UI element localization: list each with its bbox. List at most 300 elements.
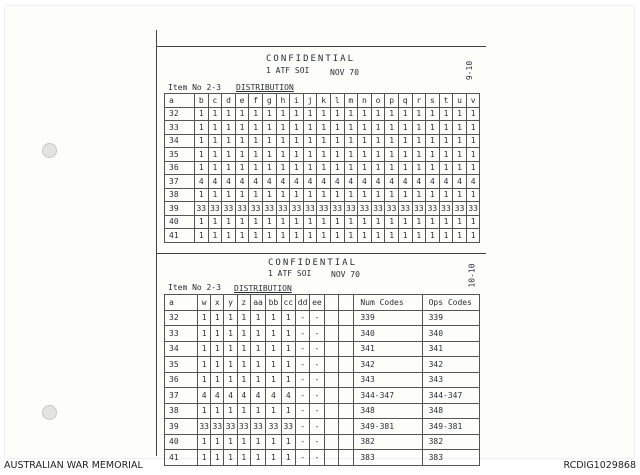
column-header: i <box>290 94 304 108</box>
table-row <box>165 215 480 229</box>
table-cell <box>338 450 353 466</box>
table-cell: 4 <box>330 175 344 189</box>
table-cell: 1 <box>371 107 385 121</box>
table-row <box>165 326 480 342</box>
table-cell: 1 <box>398 161 412 175</box>
column-header: bb <box>266 295 281 311</box>
table-cell: - <box>310 450 324 466</box>
table-cell: 1 <box>466 161 480 175</box>
table-cell: 1 <box>412 229 426 243</box>
table-cell: - <box>295 388 309 404</box>
table-cell: 1 <box>466 229 480 243</box>
table-cell: 1 <box>198 450 211 466</box>
table-cell: 382 <box>354 434 422 450</box>
table-cell <box>338 326 353 342</box>
table-row <box>165 357 480 373</box>
table-cell: 1 <box>358 161 372 175</box>
table-cell: 1 <box>237 372 250 388</box>
table-cell: 1 <box>235 121 249 135</box>
distribution-table-1 <box>164 93 480 243</box>
table-cell: 349-381 <box>422 419 479 435</box>
table-cell: 1 <box>224 403 237 419</box>
table-cell: 1 <box>276 121 290 135</box>
table-cell: 4 <box>195 175 209 189</box>
table-cell: 1 <box>208 107 222 121</box>
section1-heading: CONFIDENTIAL <box>266 54 356 64</box>
table-cell: - <box>295 419 309 435</box>
table-cell: 1 <box>262 161 276 175</box>
row-label: 34 <box>165 134 195 148</box>
table-row <box>165 388 480 404</box>
column-header: Num Codes <box>354 295 422 311</box>
table-cell: 1 <box>466 215 480 229</box>
column-header: r <box>412 94 426 108</box>
column-header: l <box>330 94 344 108</box>
row-label: 40 <box>165 434 198 450</box>
section2-date: NOV 70 <box>331 270 360 279</box>
table-cell: 4 <box>276 175 290 189</box>
table-cell: 342 <box>354 357 422 373</box>
distribution-table-2 <box>164 294 480 466</box>
table-cell: 1 <box>385 229 399 243</box>
table-cell: 1 <box>290 121 304 135</box>
table-cell: 1 <box>317 121 331 135</box>
row-label: 36 <box>165 372 198 388</box>
table-cell: 4 <box>290 175 304 189</box>
table-cell: 1 <box>303 107 317 121</box>
table-cell: 1 <box>235 148 249 162</box>
row-label: 39 <box>165 419 198 435</box>
table-cell: 341 <box>354 341 422 357</box>
column-header: a <box>165 94 195 108</box>
table-cell: 4 <box>224 388 237 404</box>
table-cell: 1 <box>290 229 304 243</box>
table-cell: 1 <box>317 215 331 229</box>
section2-unit: 1 ATF SOI <box>268 269 312 278</box>
table-cell: 33 <box>466 202 480 216</box>
table-cell: 1 <box>250 310 265 326</box>
table-cell: 1 <box>290 188 304 202</box>
table-cell: 1 <box>290 148 304 162</box>
table-cell: 1 <box>198 372 211 388</box>
table-cell: 1 <box>208 148 222 162</box>
row-label: 38 <box>165 403 198 419</box>
table-cell: 1 <box>266 357 281 373</box>
table-cell: 1 <box>237 357 250 373</box>
table-cell: 1 <box>195 134 209 148</box>
table-cell: 1 <box>211 310 224 326</box>
table-cell: 1 <box>466 134 480 148</box>
table-cell: 33 <box>224 419 237 435</box>
table-cell: 1 <box>453 161 467 175</box>
table-cell: 1 <box>208 188 222 202</box>
punch-hole-top <box>42 143 57 158</box>
table-cell: 33 <box>276 202 290 216</box>
table-cell: 1 <box>276 188 290 202</box>
table-cell: 1 <box>249 229 263 243</box>
section2-page-number: 10-10 <box>467 263 477 288</box>
table-cell: 340 <box>422 326 479 342</box>
table-cell: 1 <box>249 215 263 229</box>
table-cell: 1 <box>290 161 304 175</box>
table-cell: 1 <box>330 161 344 175</box>
row-label: 38 <box>165 188 195 202</box>
table-cell <box>338 372 353 388</box>
table-cell: 1 <box>266 310 281 326</box>
table-cell: 1 <box>266 403 281 419</box>
table-cell: 383 <box>354 450 422 466</box>
table-row <box>165 202 480 216</box>
table-cell <box>324 403 338 419</box>
table-cell: 1 <box>344 121 358 135</box>
section1-unit: 1 ATF SOI <box>266 66 310 75</box>
table-cell: 1 <box>439 121 453 135</box>
row-label: 36 <box>165 161 195 175</box>
table-row <box>165 419 480 435</box>
section1-distribution-label: DISTRIBUTION <box>236 83 294 92</box>
table-cell: - <box>310 310 324 326</box>
column-header: o <box>371 94 385 108</box>
table-cell: - <box>295 434 309 450</box>
table-cell: 1 <box>439 215 453 229</box>
table-cell: 1 <box>398 229 412 243</box>
table-cell: 1 <box>426 107 440 121</box>
row-label: 41 <box>165 450 198 466</box>
table-cell <box>324 357 338 373</box>
table-cell: 1 <box>358 215 372 229</box>
table-cell: 1 <box>249 148 263 162</box>
table-cell: 1 <box>235 229 249 243</box>
table-cell: 1 <box>385 121 399 135</box>
table-cell: 1 <box>235 134 249 148</box>
table-cell: 1 <box>198 326 211 342</box>
table-cell: 1 <box>358 121 372 135</box>
table-cell <box>324 341 338 357</box>
table-cell: 1 <box>249 121 263 135</box>
column-header: b <box>195 94 209 108</box>
table-row <box>165 134 480 148</box>
table-cell: 1 <box>358 229 372 243</box>
table-cell: 1 <box>385 161 399 175</box>
table-cell: 348 <box>354 403 422 419</box>
column-header: q <box>398 94 412 108</box>
table-cell: 1 <box>317 134 331 148</box>
table-cell <box>324 326 338 342</box>
table-cell: 1 <box>198 357 211 373</box>
table-cell: 1 <box>317 229 331 243</box>
table-cell: 1 <box>222 188 236 202</box>
table-cell: - <box>295 341 309 357</box>
table-cell: 1 <box>224 450 237 466</box>
table-cell: 344-347 <box>354 388 422 404</box>
row-label: 33 <box>165 121 195 135</box>
table-cell: 1 <box>208 215 222 229</box>
table-cell: 1 <box>198 403 211 419</box>
table-cell: 1 <box>412 161 426 175</box>
table-cell: 4 <box>371 175 385 189</box>
table-cell: 1 <box>222 134 236 148</box>
table-cell: 1 <box>224 372 237 388</box>
table-cell: 1 <box>266 434 281 450</box>
column-header: z <box>237 295 250 311</box>
table-cell: 1 <box>371 134 385 148</box>
table-cell: 1 <box>398 134 412 148</box>
table-cell: 1 <box>317 188 331 202</box>
table-cell: 1 <box>371 229 385 243</box>
section1-date: NOV 70 <box>330 68 359 77</box>
table-cell: 1 <box>195 148 209 162</box>
table-cell: 1 <box>235 161 249 175</box>
table-cell <box>338 419 353 435</box>
table-cell: 4 <box>439 175 453 189</box>
table-row <box>165 450 480 466</box>
row-label: 33 <box>165 326 198 342</box>
table-cell: 1 <box>276 134 290 148</box>
table-cell: 1 <box>453 134 467 148</box>
table-cell: 1 <box>195 229 209 243</box>
table-cell: 1 <box>266 341 281 357</box>
column-header: dd <box>295 295 309 311</box>
table-cell: 33 <box>453 202 467 216</box>
column-header: n <box>358 94 372 108</box>
row-label: 37 <box>165 388 198 404</box>
table-cell: 1 <box>262 107 276 121</box>
table-row <box>165 175 480 189</box>
table-cell: 341 <box>422 341 479 357</box>
table-cell: 1 <box>250 357 265 373</box>
table-cell: 4 <box>235 175 249 189</box>
table-cell: 33 <box>303 202 317 216</box>
table-cell: - <box>310 372 324 388</box>
table-cell: 1 <box>195 107 209 121</box>
table-cell: 1 <box>237 326 250 342</box>
table-cell: 4 <box>344 175 358 189</box>
table-cell <box>338 434 353 450</box>
column-header <box>324 295 338 311</box>
section2-distribution-label: DISTRIBUTION <box>234 284 292 293</box>
column-header: y <box>224 295 237 311</box>
section-divider-rule <box>156 253 486 254</box>
table-cell: 1 <box>250 434 265 450</box>
table-cell: 339 <box>354 310 422 326</box>
table-cell: 1 <box>195 161 209 175</box>
table-cell: 1 <box>235 107 249 121</box>
table-cell: 1 <box>222 148 236 162</box>
table-cell: 1 <box>224 434 237 450</box>
section2-item-no: Item No 2-3 <box>168 283 221 292</box>
table-cell: 1 <box>344 215 358 229</box>
table-cell: 1 <box>330 229 344 243</box>
column-header: v <box>466 94 480 108</box>
table-cell: 1 <box>466 148 480 162</box>
table-cell: 382 <box>422 434 479 450</box>
table-cell: 1 <box>222 107 236 121</box>
table-row <box>165 341 480 357</box>
column-header: ee <box>310 295 324 311</box>
table-row <box>165 229 480 243</box>
column-header: j <box>303 94 317 108</box>
table-cell: 343 <box>422 372 479 388</box>
table-cell: 1 <box>330 107 344 121</box>
table-cell: 1 <box>250 341 265 357</box>
table-cell: 1 <box>439 134 453 148</box>
table-cell: 33 <box>398 202 412 216</box>
table-row <box>165 403 480 419</box>
column-header: a <box>165 295 198 311</box>
table-cell: 1 <box>235 188 249 202</box>
table-cell: 1 <box>276 215 290 229</box>
table-cell: 1 <box>198 341 211 357</box>
table-cell: 1 <box>371 215 385 229</box>
table-cell: 1 <box>281 310 295 326</box>
table-cell: 1 <box>281 450 295 466</box>
table-cell: 4 <box>211 388 224 404</box>
table-cell: 1 <box>250 450 265 466</box>
table-cell: 1 <box>344 148 358 162</box>
table-cell: 1 <box>224 341 237 357</box>
section1-item-no: Item No 2-3 <box>168 83 221 92</box>
table-cell: 33 <box>439 202 453 216</box>
table-cell: 33 <box>249 202 263 216</box>
table-row <box>165 161 480 175</box>
table-cell: 1 <box>237 434 250 450</box>
column-header: aa <box>250 295 265 311</box>
table-cell: 1 <box>371 188 385 202</box>
table-cell: 1 <box>371 121 385 135</box>
table-cell: 1 <box>211 372 224 388</box>
table-cell: - <box>310 326 324 342</box>
table-cell: - <box>310 357 324 373</box>
table-cell: 1 <box>262 215 276 229</box>
table-cell: 1 <box>466 107 480 121</box>
table-cell: 1 <box>237 403 250 419</box>
table-cell: 1 <box>439 229 453 243</box>
table-cell: - <box>295 450 309 466</box>
table-cell: 1 <box>426 148 440 162</box>
table-cell: 1 <box>303 215 317 229</box>
table-cell: 1 <box>224 357 237 373</box>
table-cell: 33 <box>195 202 209 216</box>
table-cell: 4 <box>250 388 265 404</box>
table-cell: 1 <box>330 148 344 162</box>
column-header: e <box>235 94 249 108</box>
table-cell: 344-347 <box>422 388 479 404</box>
table-cell: 1 <box>281 403 295 419</box>
table-cell: 1 <box>317 161 331 175</box>
table-cell: 1 <box>330 188 344 202</box>
table-cell: 1 <box>330 121 344 135</box>
table-cell: 1 <box>211 357 224 373</box>
table-cell <box>338 403 353 419</box>
table-cell: 33 <box>371 202 385 216</box>
table-cell: 1 <box>453 148 467 162</box>
table-cell <box>324 450 338 466</box>
table-cell: 1 <box>249 134 263 148</box>
table-cell: 1 <box>222 121 236 135</box>
table-cell <box>324 310 338 326</box>
column-header: t <box>439 94 453 108</box>
table-cell: 33 <box>290 202 304 216</box>
section2-heading: CONFIDENTIAL <box>268 258 358 268</box>
table-cell: 33 <box>222 202 236 216</box>
table-cell: 1 <box>412 188 426 202</box>
column-header: u <box>453 94 467 108</box>
table-cell: 1 <box>208 229 222 243</box>
table-cell: 1 <box>276 161 290 175</box>
footer-archive-name: AUSTRALIAN WAR MEMORIAL <box>4 460 143 471</box>
table-cell: 348 <box>422 403 479 419</box>
table-cell: 33 <box>198 419 211 435</box>
column-header: h <box>276 94 290 108</box>
table-cell: 4 <box>281 388 295 404</box>
table-cell: 1 <box>281 357 295 373</box>
table-cell: 1 <box>249 107 263 121</box>
table-cell: 1 <box>385 148 399 162</box>
table-cell: 1 <box>385 215 399 229</box>
table-cell: - <box>310 388 324 404</box>
table-cell: 33 <box>330 202 344 216</box>
table-cell: 1 <box>371 148 385 162</box>
table-row <box>165 148 480 162</box>
table-cell: - <box>310 419 324 435</box>
table-cell: 1 <box>398 121 412 135</box>
table-cell: - <box>295 357 309 373</box>
table-cell: 4 <box>237 388 250 404</box>
table-cell: 1 <box>211 403 224 419</box>
table-cell: 1 <box>303 188 317 202</box>
table-cell: 1 <box>262 121 276 135</box>
table-cell: 1 <box>439 188 453 202</box>
table-cell: 1 <box>303 121 317 135</box>
row-label: 41 <box>165 229 195 243</box>
table-cell: 1 <box>358 134 372 148</box>
table-cell: 1 <box>412 215 426 229</box>
table-cell: 1 <box>276 229 290 243</box>
column-header: p <box>385 94 399 108</box>
table-cell: 4 <box>385 175 399 189</box>
column-header: s <box>426 94 440 108</box>
table-cell: 1 <box>344 134 358 148</box>
table-cell: 1 <box>208 134 222 148</box>
table-cell: 1 <box>439 161 453 175</box>
table-cell: 1 <box>330 215 344 229</box>
section1-top-rule <box>156 46 486 47</box>
table-cell: 1 <box>237 341 250 357</box>
table-cell: - <box>310 434 324 450</box>
table-cell: - <box>295 403 309 419</box>
table-cell: 33 <box>237 419 250 435</box>
table-cell <box>338 310 353 326</box>
table-cell: 1 <box>195 188 209 202</box>
table-row <box>165 188 480 202</box>
table-cell: 1 <box>466 188 480 202</box>
table-cell: 1 <box>317 148 331 162</box>
table-row <box>165 310 480 326</box>
table-cell: 1 <box>195 121 209 135</box>
table-cell <box>324 372 338 388</box>
table-cell: 1 <box>412 134 426 148</box>
column-header: c <box>208 94 222 108</box>
footer-record-id: RCDIG1029868 <box>563 460 636 471</box>
table-cell: 1 <box>398 188 412 202</box>
table-cell: 1 <box>290 134 304 148</box>
table-cell: 1 <box>262 229 276 243</box>
table-cell: 1 <box>426 161 440 175</box>
table-cell: - <box>295 372 309 388</box>
table-cell: 1 <box>371 161 385 175</box>
table-cell: 1 <box>281 341 295 357</box>
table-cell: 1 <box>303 134 317 148</box>
